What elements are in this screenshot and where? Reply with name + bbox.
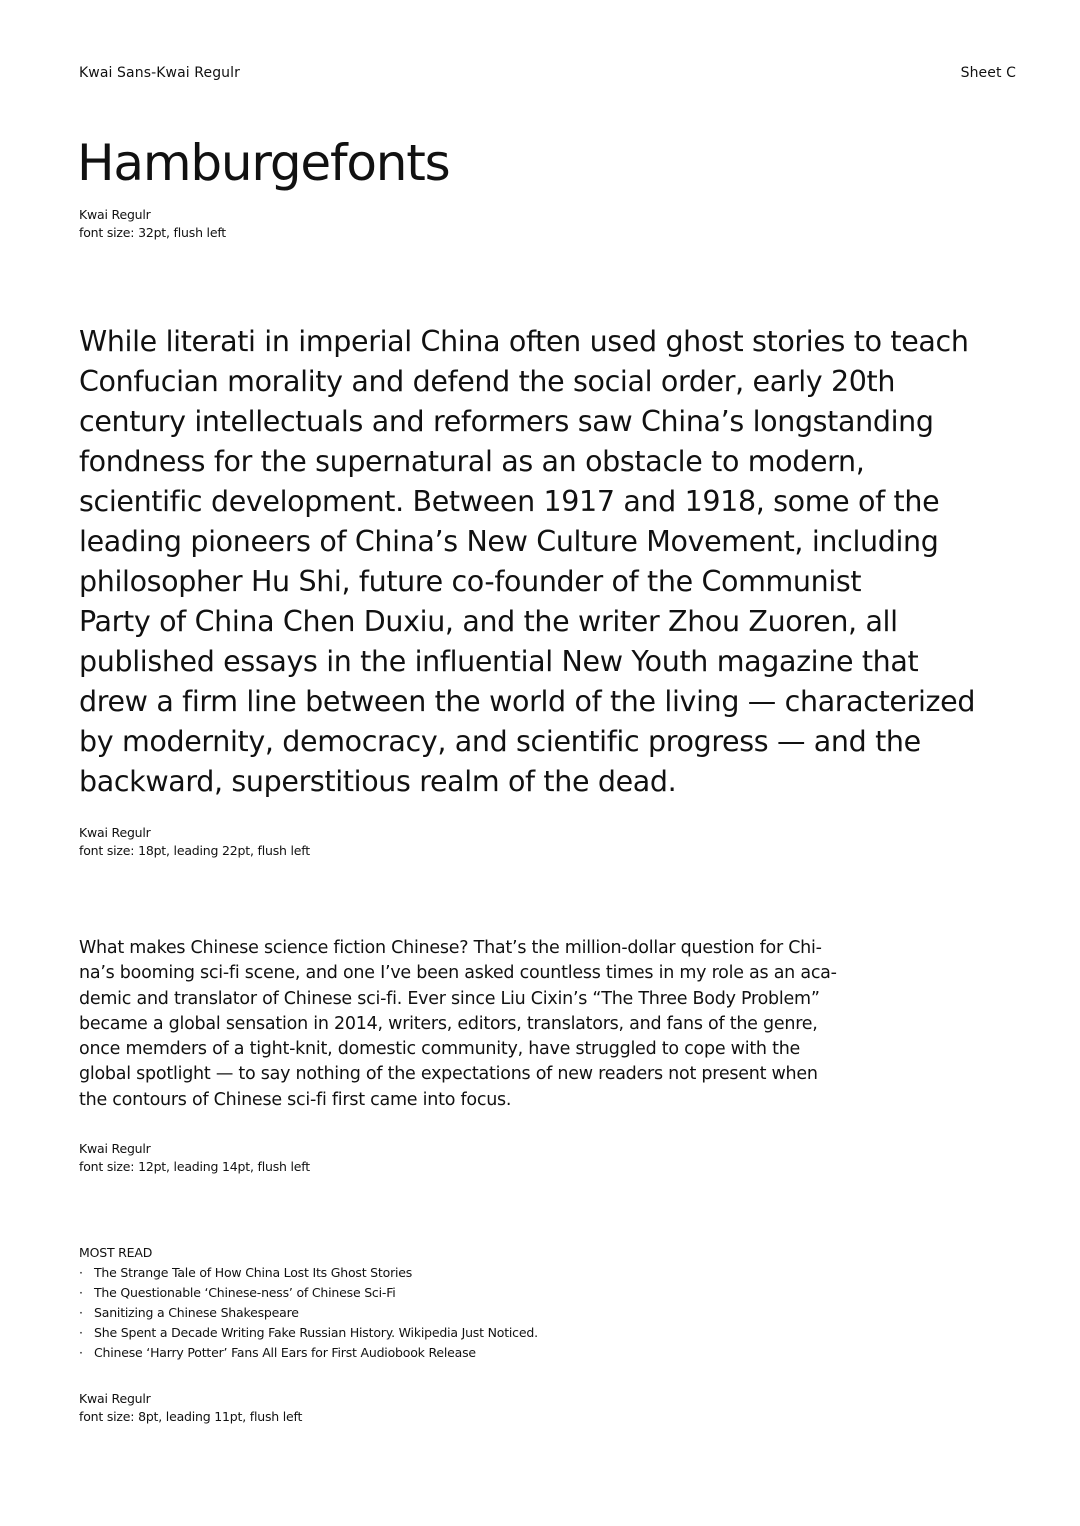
bullet-icon: · (79, 1325, 83, 1340)
list-item-label: The Questionable ‘Chinese-ness’ of Chinese Sci-Fi (94, 1285, 396, 1300)
bullet-icon: · (79, 1265, 83, 1280)
paragraph-line: Confucian morality and defend the social order, early 20th (79, 365, 896, 398)
caption-18pt (79, 824, 310, 860)
caption-font-spec: font size: 18pt, leading 22pt, flush left (79, 843, 310, 858)
paragraph-line: backward, superstitious realm of the dead. (79, 765, 677, 798)
paragraph-line: What makes Chinese science fiction Chinese? That’s the million-dollar question for Chi- (79, 938, 822, 958)
list-item[interactable] (79, 1283, 538, 1303)
bullet-icon: · (79, 1285, 83, 1300)
paragraph-line: global spotlight — to say nothing of the expectations of new readers not present when (79, 1064, 818, 1085)
list-item-label: She Spent a Decade Writing Fake Russian History. Wikipedia Just Noticed. (94, 1325, 538, 1340)
paragraph-line: drew a firm line between the world of the living — characterized (79, 685, 976, 718)
list-item-label: Sanitizing a Chinese Shakespeare (94, 1305, 299, 1320)
bullet-icon: · (79, 1305, 83, 1320)
paragraph-line: published essays in the influential New Youth magazine that (79, 645, 919, 678)
caption-32pt (79, 206, 226, 242)
most-read-heading: MOST READ (79, 1245, 153, 1260)
caption-font-name: Kwai Regulr (79, 825, 151, 840)
specimen-paragraph-18pt (79, 322, 984, 802)
paragraph-line: na’s booming sci-fi scene, and one I’ve been asked countless times in my role as an aca- (79, 963, 837, 984)
paragraph-line: century intellectuals and reformers saw China’s longstanding (79, 405, 934, 438)
most-read-list (79, 1263, 538, 1363)
paragraph-line: once memders of a tight-knit, domestic community, have struggled to cope with the (79, 1039, 801, 1060)
specimen-list-8pt (79, 1243, 538, 1363)
caption-12pt (79, 1140, 310, 1176)
bullet-icon: · (79, 1345, 83, 1360)
paragraph-line: became a global sensation in 2014, writers, editors, translators, and fans of the genre, (79, 1013, 818, 1034)
paragraph-line: Party of China Chen Duxiu, and the writer Zhou Zuoren, all (79, 605, 898, 638)
caption-font-spec: font size: 8pt, leading 11pt, flush left (79, 1409, 303, 1424)
paragraph-line: scientific development. Between 1917 and 1918, some of the (79, 485, 940, 518)
list-item[interactable] (79, 1263, 538, 1283)
paragraph-line: fondness for the supernatural as an obstacle to modern, (79, 445, 865, 478)
paragraph-line: philosopher Hu Shi, future co-founder of the Communist (79, 565, 862, 598)
paragraph-line: While literati in imperial China often used ghost stories to teach (79, 325, 969, 358)
header-font-family: Kwai Sans-Kwai Regulr (79, 65, 241, 81)
paragraph-line: demic and translator of Chinese sci-fi. Ever since Liu Cixin’s “The Three Body Problem” (79, 988, 820, 1009)
paragraph-line: leading pioneers of China’s New Culture Movement, including (79, 525, 939, 558)
list-item[interactable] (79, 1323, 538, 1343)
header-sheet-label: Sheet C (960, 65, 1016, 81)
caption-8pt (79, 1390, 302, 1426)
caption-font-name: Kwai Regulr (79, 1391, 151, 1406)
paragraph-line: by modernity, democracy, and scientific progress — and the (79, 725, 921, 758)
list-item-label: Chinese ‘Harry Potter’ Fans All Ears for First Audiobook Release (94, 1345, 476, 1360)
list-item[interactable] (79, 1303, 538, 1323)
caption-font-spec: font size: 12pt, leading 14pt, flush left (79, 1159, 310, 1174)
caption-font-spec: font size: 32pt, flush left (79, 225, 227, 240)
list-item[interactable] (79, 1343, 538, 1363)
specimen-title: Hamburgefonts (77, 134, 450, 192)
paragraph-line: the contours of Chinese sci-fi first came into focus. (79, 1089, 512, 1110)
caption-font-name: Kwai Regulr (79, 1141, 151, 1156)
caption-font-name: Kwai Regulr (79, 207, 151, 222)
specimen-paragraph-12pt (79, 936, 899, 1113)
list-item-label: The Strange Tale of How China Lost Its Ghost Stories (94, 1265, 413, 1280)
